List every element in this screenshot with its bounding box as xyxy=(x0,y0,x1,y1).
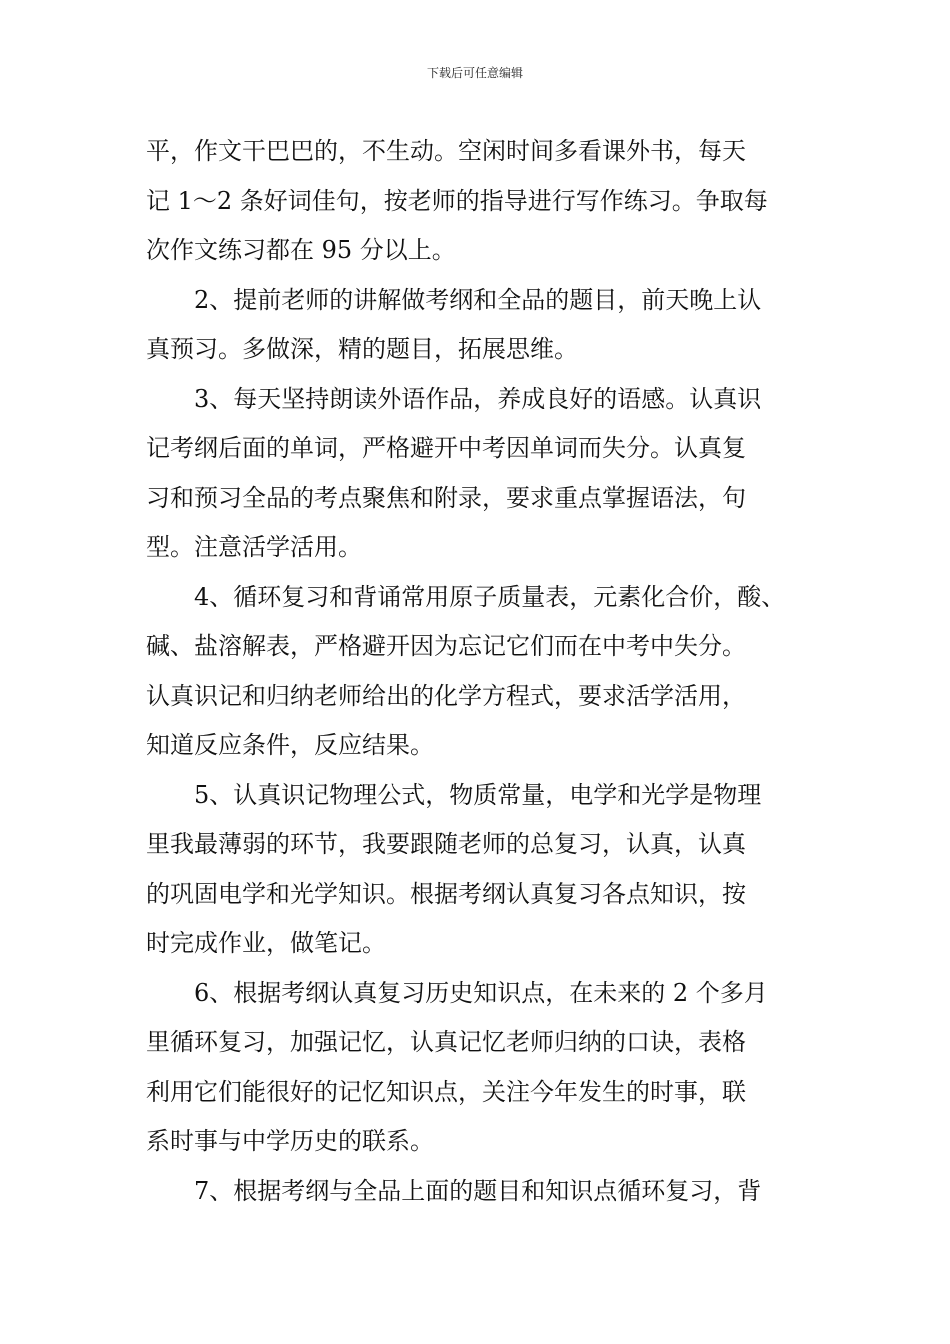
page-header-note: 下载后可任意编辑 xyxy=(426,66,523,80)
text-line: 知道反应条件，反应结果。 xyxy=(146,731,434,759)
text-line: 习和预习全品的考点聚焦和附录，要求重点掌握语法，句 xyxy=(146,483,746,512)
paragraph-5 xyxy=(146,771,806,969)
text-line: 次作文练习都在 95 分以上。 xyxy=(146,236,456,264)
paragraph-7 xyxy=(146,1167,806,1217)
paragraph-2 xyxy=(146,276,806,375)
text-line: 5、认真识记物理公式，物质常量，电学和光学是物理 xyxy=(194,780,762,809)
text-line: 6、根据考纲认真复习历史知识点，在未来的 2 个多月 xyxy=(194,978,768,1007)
document-body xyxy=(146,127,806,1216)
text-line: 7、根据考纲与全品上面的题目和知识点循环复习，背 xyxy=(194,1176,762,1205)
text-line: 记考纲后面的单词，严格避开中考因单词而失分。认真复 xyxy=(146,434,746,462)
paragraph-6 xyxy=(146,969,806,1167)
text-line: 里循环复习，加强记忆，认真记忆老师归纳的口诀，表格 xyxy=(146,1028,746,1056)
text-line: 平，作文干巴巴的，不生动。空闲时间多看课外书，每天 xyxy=(146,137,746,165)
text-line: 真预习。多做深，精的题目，拓展思维。 xyxy=(146,335,578,363)
text-line: 认真识记和归纳老师给出的化学方程式，要求活学活用， xyxy=(146,681,746,710)
text-line: 碱、盐溶解表，严格避开因为忘记它们而在中考中失分。 xyxy=(146,632,746,660)
text-line: 系时事与中学历史的联系。 xyxy=(146,1127,434,1155)
paragraph-4 xyxy=(146,573,806,771)
text-line: 2、提前老师的讲解做考纲和全品的题目，前天晚上认 xyxy=(194,285,762,314)
text-line: 的巩固电学和光学知识。根据考纲认真复习各点知识，按 xyxy=(146,879,746,908)
paragraph-1 xyxy=(146,127,806,276)
text-line: 时完成作业，做笔记。 xyxy=(146,929,386,957)
text-line: 记 1～2 条好词佳句，按老师的指导进行写作练习。争取每 xyxy=(146,186,768,215)
text-line: 里我最薄弱的环节，我要跟随老师的总复习，认真，认真 xyxy=(146,830,746,858)
paragraph-3 xyxy=(146,375,806,573)
text-line: 3、每天坚持朗读外语作品，养成良好的语感。认真识 xyxy=(194,384,762,413)
text-line: 利用它们能很好的记忆知识点，关注今年发生的时事，联 xyxy=(146,1077,746,1106)
text-line: 型。注意活学活用。 xyxy=(146,533,362,561)
text-line: 4、循环复习和背诵常用原子质量表，元素化合价，酸、 xyxy=(194,582,786,611)
